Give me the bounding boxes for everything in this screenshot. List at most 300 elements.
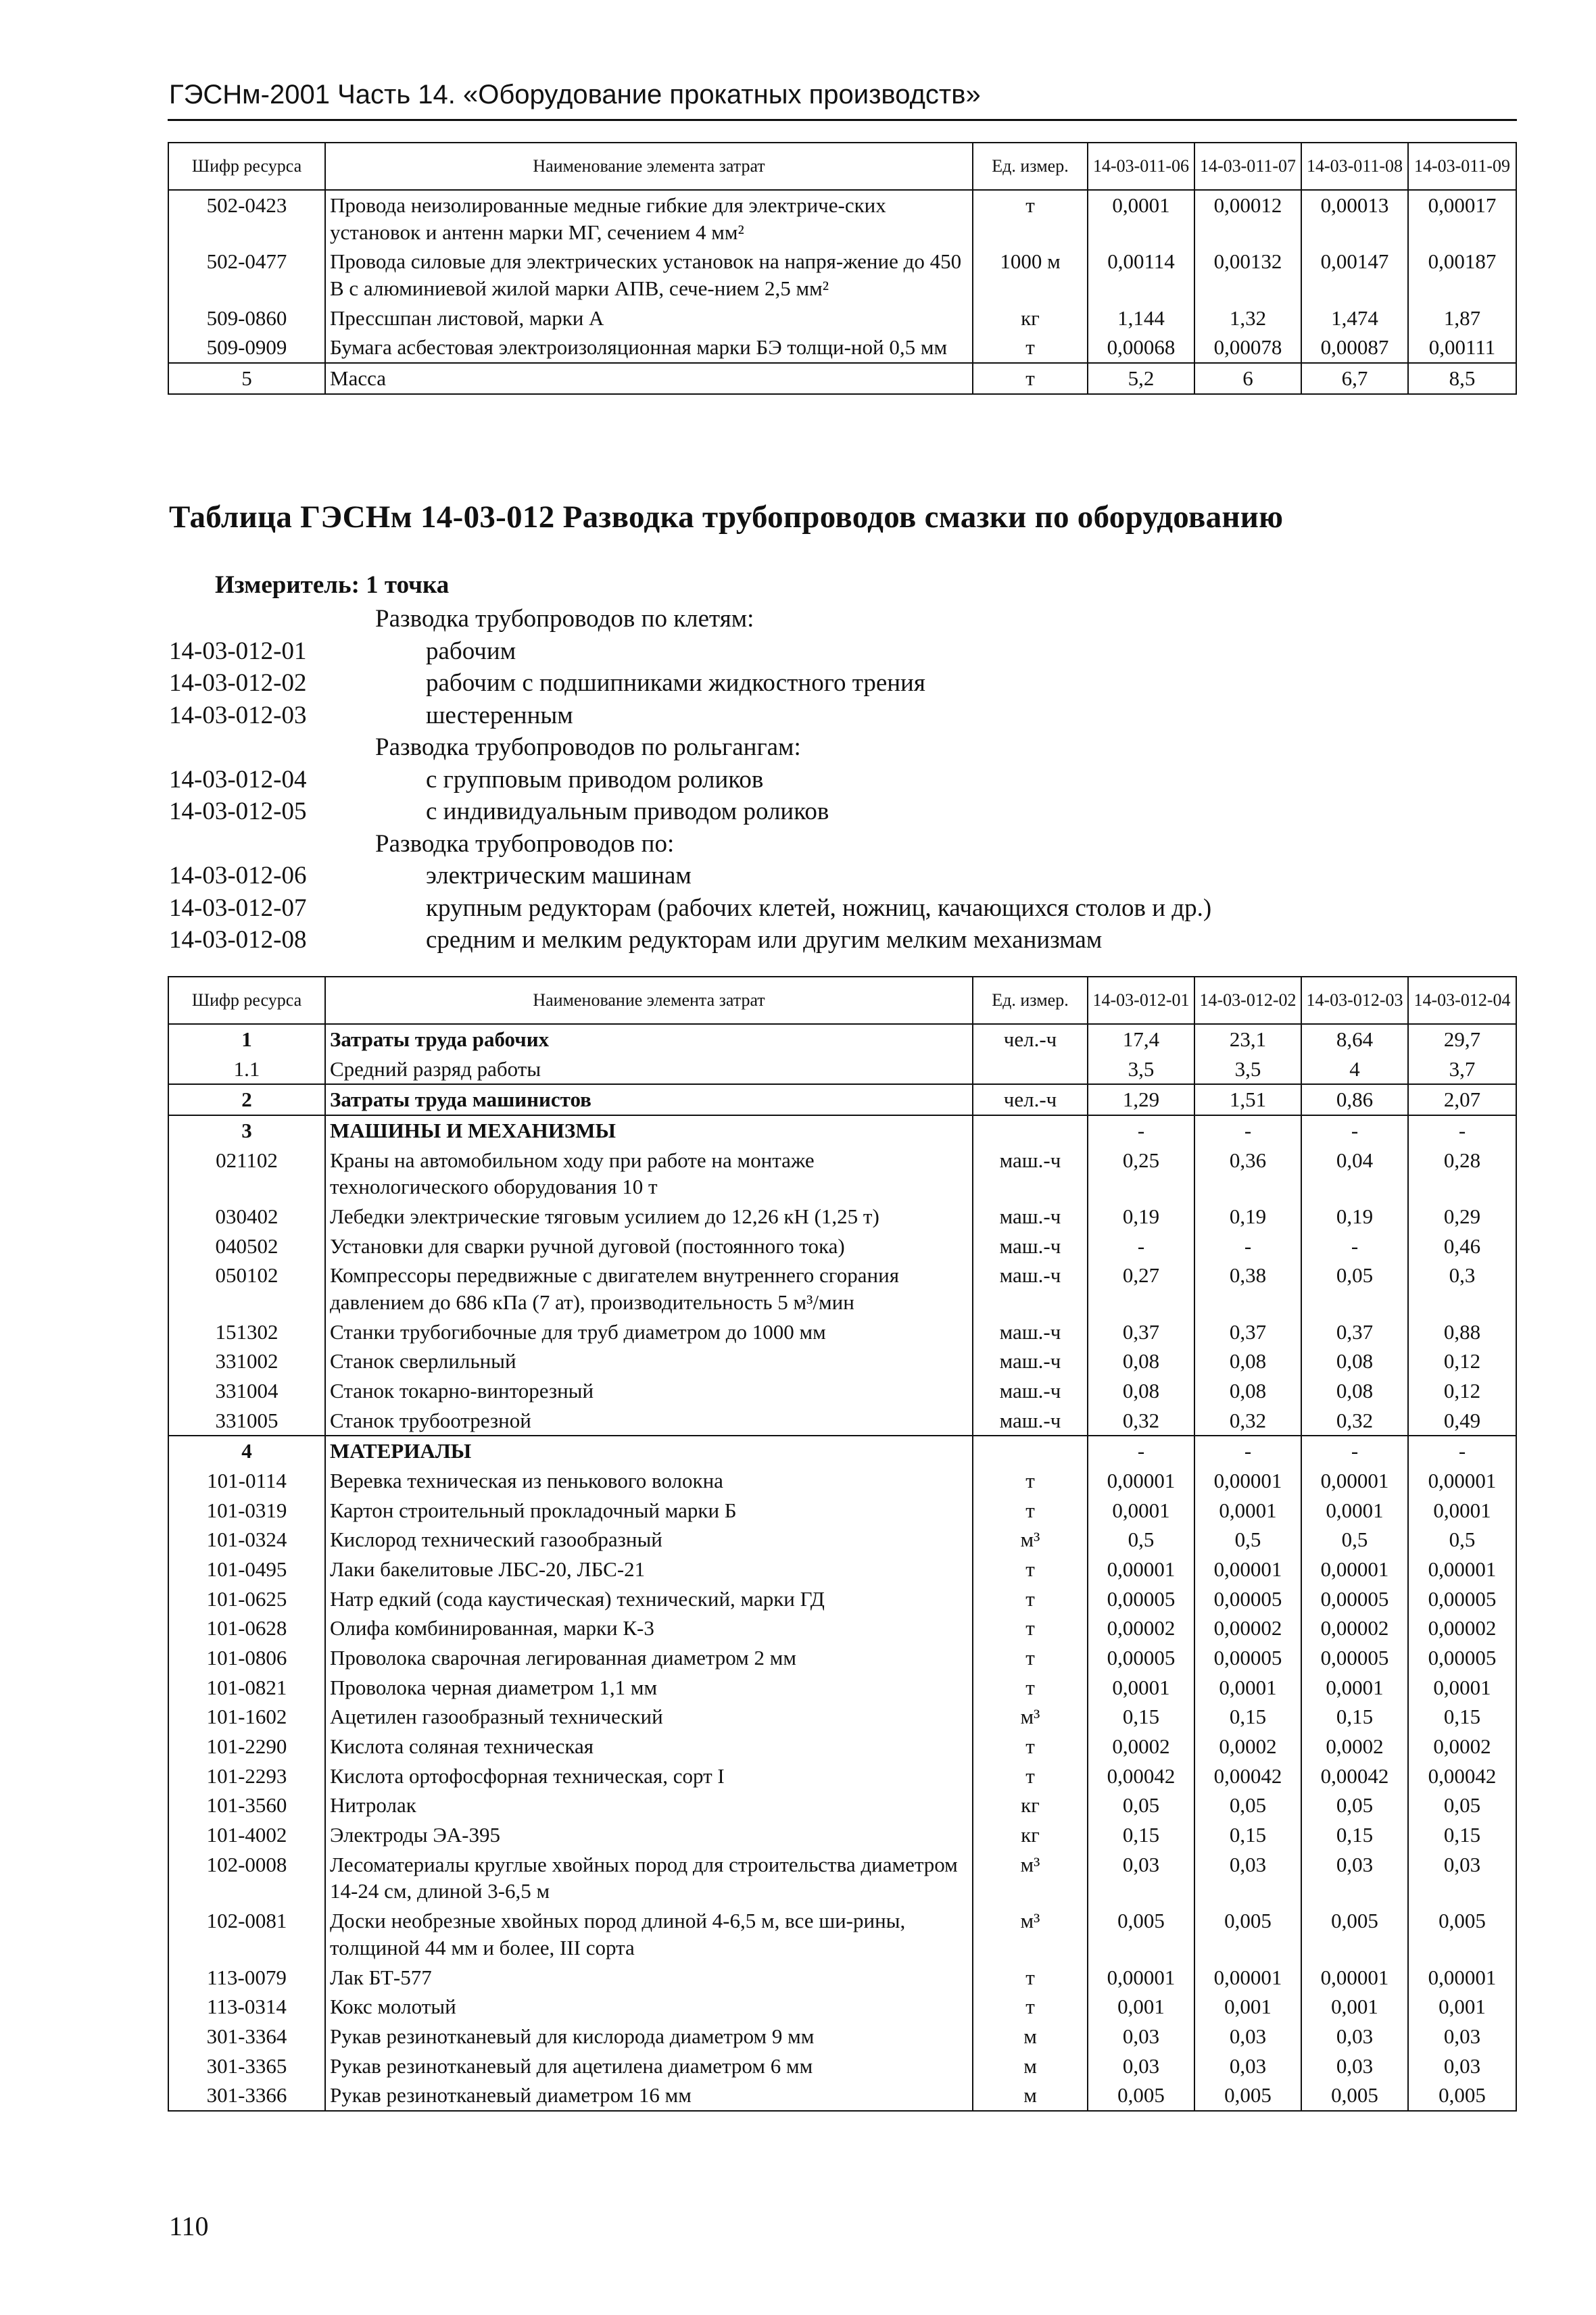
norm-value: 0,00042 <box>1301 1761 1408 1791</box>
norm-value: 2,07 <box>1408 1084 1516 1115</box>
norm-value: 6,7 <box>1301 363 1408 394</box>
resource-name: Станки трубогибочные для труб диаметром до 1000 мм <box>325 1317 973 1347</box>
norm-value: 0,03 <box>1408 1850 1516 1906</box>
resource-unit: т <box>973 190 1088 247</box>
norm-value: 0,00005 <box>1194 1643 1301 1673</box>
norm-value: 0,0002 <box>1301 1732 1408 1761</box>
col-header-norm: 14-03-012-02 <box>1194 977 1301 1024</box>
norm-value: 0,005 <box>1194 2080 1301 2111</box>
norm-value: 0,37 <box>1301 1317 1408 1347</box>
norm-value: 0,00042 <box>1088 1761 1194 1791</box>
resource-unit: кг <box>973 1820 1088 1850</box>
norm-description: электрическим машинам <box>426 862 692 890</box>
norm-value: 0,00005 <box>1088 1584 1194 1614</box>
description-line <box>169 604 1514 637</box>
resource-name: Затраты труда машинистов <box>325 1084 973 1115</box>
resource-unit: т <box>973 1555 1088 1584</box>
resource-code: 113-0314 <box>168 1992 325 2022</box>
resource-unit: маш.-ч <box>973 1146 1088 1202</box>
norm-value: 0,05 <box>1301 1790 1408 1820</box>
col-header-norm: 14-03-011-08 <box>1301 143 1408 190</box>
norm-value: 1,51 <box>1194 1084 1301 1115</box>
resource-unit: т <box>973 1732 1088 1761</box>
table-row <box>168 1084 1516 1115</box>
resource-unit: т <box>973 1992 1088 2022</box>
norm-value: 1,29 <box>1088 1084 1194 1115</box>
norm-value: 0,28 <box>1408 1146 1516 1202</box>
resource-name: Ацетилен газообразный технический <box>325 1702 973 1732</box>
table-row <box>168 1317 1516 1347</box>
norm-value: 5,2 <box>1088 363 1194 394</box>
norm-code: 14-03-012-01 <box>169 637 307 665</box>
description-line <box>169 701 1514 733</box>
resource-unit: т <box>973 1761 1088 1791</box>
norm-value: 0,15 <box>1408 1702 1516 1732</box>
norm-value: 6 <box>1194 363 1301 394</box>
norm-value: 0,12 <box>1408 1376 1516 1406</box>
resource-unit: т <box>973 363 1088 394</box>
table-row <box>168 1146 1516 1202</box>
resource-unit: маш.-ч <box>973 1232 1088 1261</box>
table-header-row <box>168 977 1516 1024</box>
norm-value: 23,1 <box>1194 1024 1301 1054</box>
col-header-unit: Ед. измер. <box>973 977 1088 1024</box>
resource-name: Проволока сварочная легированная диаметром 2 мм <box>325 1643 973 1673</box>
table-row <box>168 247 1516 303</box>
norm-value: 1,87 <box>1408 303 1516 333</box>
col-header-code: Шифр ресурса <box>168 143 325 190</box>
norm-description: рабочим <box>426 637 516 665</box>
norm-value: 0,0001 <box>1301 1496 1408 1526</box>
resource-name: Картон строительный прокладочный марки Б <box>325 1496 973 1526</box>
table-row <box>168 1992 1516 2022</box>
norm-value: 0,00001 <box>1088 1555 1194 1584</box>
norm-code: 14-03-012-07 <box>169 894 307 922</box>
resource-name: Нитролак <box>325 1790 973 1820</box>
norm-value: 0,0002 <box>1408 1732 1516 1761</box>
norm-value: - <box>1088 1115 1194 1146</box>
table-row <box>168 2051 1516 2081</box>
norm-value: 0,00087 <box>1301 333 1408 363</box>
resource-name: Затраты труда рабочих <box>325 1024 973 1054</box>
resource-unit: 1000 м <box>973 247 1088 303</box>
norm-value: 0,00068 <box>1088 333 1194 363</box>
norm-value: 0,005 <box>1301 1906 1408 1962</box>
resource-unit: м <box>973 2080 1088 2111</box>
norm-value: 0,03 <box>1088 2022 1194 2051</box>
resource-code: 301-3364 <box>168 2022 325 2051</box>
resource-name: Кислота ортофосфорная техническая, сорт I <box>325 1761 973 1791</box>
norm-value: 29,7 <box>1408 1024 1516 1054</box>
norm-value: 0,001 <box>1301 1992 1408 2022</box>
table-row <box>168 1406 1516 1436</box>
resource-unit: чел.-ч <box>973 1084 1088 1115</box>
norm-value: 0,00005 <box>1408 1643 1516 1673</box>
resource-code: 101-3560 <box>168 1790 325 1820</box>
resource-code: 4 <box>168 1436 325 1466</box>
norm-value: 3,5 <box>1194 1054 1301 1085</box>
resource-code: 1.1 <box>168 1054 325 1085</box>
norm-value: 0,08 <box>1194 1346 1301 1376</box>
resource-code: 101-2290 <box>168 1732 325 1761</box>
page-number: 110 <box>169 2211 209 2241</box>
norm-code: 14-03-012-03 <box>169 701 307 729</box>
norm-value: 0,03 <box>1088 1850 1194 1906</box>
norm-value: - <box>1194 1115 1301 1146</box>
norm-value: 0,005 <box>1088 1906 1194 1962</box>
norm-description: шестеренным <box>426 701 573 729</box>
norm-value: 1,144 <box>1088 303 1194 333</box>
norm-value: 0,08 <box>1194 1376 1301 1406</box>
norm-value: 0,0002 <box>1194 1732 1301 1761</box>
norm-value: 0,0001 <box>1194 1496 1301 1526</box>
resource-code: 151302 <box>168 1317 325 1347</box>
resource-name: Доски необрезные хвойных пород длиной 4-6,5 м, все ши-рины, толщиной 44 мм и более, III сорта <box>325 1906 973 1962</box>
norm-value: 0,0001 <box>1088 1673 1194 1703</box>
norm-value: 0,05 <box>1088 1790 1194 1820</box>
table-row <box>168 1702 1516 1732</box>
resource-unit: маш.-ч <box>973 1317 1088 1347</box>
table-row <box>168 1761 1516 1791</box>
norm-value: 0,0001 <box>1088 190 1194 247</box>
resource-code: 101-0319 <box>168 1496 325 1526</box>
resource-name: Масса <box>325 363 973 394</box>
norm-value: 0,38 <box>1194 1261 1301 1317</box>
resource-name: Лак БТ-577 <box>325 1963 973 1993</box>
resource-name: МАШИНЫ И МЕХАНИЗМЫ <box>325 1115 973 1146</box>
table-row <box>168 1376 1516 1406</box>
norm-value: - <box>1301 1232 1408 1261</box>
norm-value: 0,00187 <box>1408 247 1516 303</box>
table-row <box>168 1024 1516 1054</box>
norm-value: 1,32 <box>1194 303 1301 333</box>
resource-code: 101-0821 <box>168 1673 325 1703</box>
table-row <box>168 1613 1516 1643</box>
resource-unit: маш.-ч <box>973 1346 1088 1376</box>
norm-value: 0,00001 <box>1194 1963 1301 1993</box>
resource-unit: т <box>973 1963 1088 1993</box>
resource-name: Станок сверлильный <box>325 1346 973 1376</box>
resource-code: 502-0477 <box>168 247 325 303</box>
norm-value: 0,03 <box>1088 2051 1194 2081</box>
resource-code: 030402 <box>168 1202 325 1232</box>
resource-code: 113-0079 <box>168 1963 325 1993</box>
col-header-code: Шифр ресурса <box>168 977 325 1024</box>
norm-value: 0,03 <box>1301 2051 1408 2081</box>
norm-value: 0,03 <box>1408 2051 1516 2081</box>
table-row <box>168 1790 1516 1820</box>
norm-value: 0,005 <box>1301 2080 1408 2111</box>
col-header-norm: 14-03-012-03 <box>1301 977 1408 1024</box>
norm-value: 0,49 <box>1408 1406 1516 1436</box>
norm-value: 3,5 <box>1088 1054 1194 1085</box>
norm-value: 0,00017 <box>1408 190 1516 247</box>
resource-code: 509-0860 <box>168 303 325 333</box>
norm-value: 0,05 <box>1194 1790 1301 1820</box>
norm-value: 0,005 <box>1088 2080 1194 2111</box>
resource-code: 021102 <box>168 1146 325 1202</box>
norm-value: 0,15 <box>1194 1820 1301 1850</box>
norm-value: 0,00013 <box>1301 190 1408 247</box>
norm-value: 0,005 <box>1408 2080 1516 2111</box>
table-row <box>168 2022 1516 2051</box>
norm-value: 0,04 <box>1301 1146 1408 1202</box>
resource-code: 1 <box>168 1024 325 1054</box>
table-row <box>168 1054 1516 1085</box>
norm-value: 0,00078 <box>1194 333 1301 363</box>
norm-value: 0,5 <box>1408 1525 1516 1555</box>
resource-name: Натр едкий (сода каустическая) технический, марки ГД <box>325 1584 973 1614</box>
table-row <box>168 190 1516 247</box>
norm-value: 0,0002 <box>1088 1732 1194 1761</box>
norm-value: 0,08 <box>1088 1346 1194 1376</box>
description-line <box>169 797 1514 829</box>
resource-code: 101-0114 <box>168 1466 325 1496</box>
norm-value: 0,001 <box>1194 1992 1301 2022</box>
resource-unit <box>973 1436 1088 1466</box>
resource-code: 331005 <box>168 1406 325 1436</box>
norm-value: 0,00111 <box>1408 333 1516 363</box>
description-line <box>169 861 1514 894</box>
norm-value: 0,03 <box>1194 1850 1301 1906</box>
table-row <box>168 1261 1516 1317</box>
resource-unit: м <box>973 2051 1088 2081</box>
resource-code: 040502 <box>168 1232 325 1261</box>
resource-unit: т <box>973 1673 1088 1703</box>
resource-code: 101-0806 <box>168 1643 325 1673</box>
norm-value: - <box>1301 1115 1408 1146</box>
table-row <box>168 1202 1516 1232</box>
resource-name: Кислород технический газообразный <box>325 1525 973 1555</box>
table-row <box>168 1346 1516 1376</box>
resource-name: Прессшпан листовой, марки А <box>325 303 973 333</box>
norm-value: - <box>1408 1115 1516 1146</box>
norm-value: 0,86 <box>1301 1084 1408 1115</box>
norm-value: 1,474 <box>1301 303 1408 333</box>
norm-value: 0,00001 <box>1194 1555 1301 1584</box>
norm-value: - <box>1088 1436 1194 1466</box>
norm-value: 0,0001 <box>1194 1673 1301 1703</box>
table-row <box>168 1496 1516 1526</box>
norm-value: 0,37 <box>1088 1317 1194 1347</box>
description-line <box>169 733 1514 765</box>
resource-name: Установки для сварки ручной дуговой (постоянного тока) <box>325 1232 973 1261</box>
norm-value: 0,05 <box>1408 1790 1516 1820</box>
resource-code: 101-0625 <box>168 1584 325 1614</box>
table-row <box>168 1525 1516 1555</box>
norm-description: с групповым приводом роликов <box>426 765 764 794</box>
resource-name: Рукав резинотканевый для ацетилена диаметром 6 мм <box>325 2051 973 2081</box>
norm-code: 14-03-012-04 <box>169 765 307 794</box>
norm-value: 0,19 <box>1194 1202 1301 1232</box>
resource-code: 502-0423 <box>168 190 325 247</box>
table-row <box>168 1820 1516 1850</box>
norm-value: 0,00002 <box>1194 1613 1301 1643</box>
resource-code: 101-0324 <box>168 1525 325 1555</box>
table-row <box>168 1673 1516 1703</box>
resource-unit: м³ <box>973 1850 1088 1906</box>
norm-value: 8,5 <box>1408 363 1516 394</box>
norm-value: 0,5 <box>1301 1525 1408 1555</box>
norm-value: 0,00002 <box>1088 1613 1194 1643</box>
description-line <box>169 894 1514 926</box>
norm-value: 0,00001 <box>1088 1963 1194 1993</box>
col-header-unit: Ед. измер. <box>973 143 1088 190</box>
norm-value: 0,88 <box>1408 1317 1516 1347</box>
norm-value: 0,00012 <box>1194 190 1301 247</box>
norm-description: средним и мелким редукторам или другим мелким механизмам <box>426 926 1103 954</box>
resource-unit: т <box>973 333 1088 363</box>
resource-unit: кг <box>973 1790 1088 1820</box>
table-title: Таблица ГЭСНм 14-03-012 Разводка трубопроводов смазки по оборудованию <box>169 499 1284 535</box>
norm-value: 0,00001 <box>1301 1466 1408 1496</box>
resource-name: Электроды ЭА-395 <box>325 1820 973 1850</box>
resource-name: Лебедки электрические тяговым усилием до 12,26 кН (1,25 т) <box>325 1202 973 1232</box>
norm-value: 0,00002 <box>1408 1613 1516 1643</box>
resource-unit: м <box>973 2022 1088 2051</box>
norm-value: 0,05 <box>1301 1261 1408 1317</box>
norm-value: 0,25 <box>1088 1146 1194 1202</box>
meter <box>215 570 449 600</box>
resource-code: 101-1602 <box>168 1702 325 1732</box>
table-row <box>168 363 1516 394</box>
norm-value: - <box>1408 1436 1516 1466</box>
header-rule <box>168 119 1517 121</box>
norm-value: 0,00001 <box>1301 1555 1408 1584</box>
norm-value: 3,7 <box>1408 1054 1516 1085</box>
resource-name: Веревка техническая из пенькового волокна <box>325 1466 973 1496</box>
table-row <box>168 1850 1516 1906</box>
resource-unit: т <box>973 1584 1088 1614</box>
norm-value: 0,5 <box>1194 1525 1301 1555</box>
running-header: ГЭСНм-2001 Часть 14. «Оборудование прокатных производств» <box>169 80 981 109</box>
resource-unit <box>973 1115 1088 1146</box>
norm-value: 0,00005 <box>1301 1643 1408 1673</box>
resource-unit: маш.-ч <box>973 1261 1088 1317</box>
norm-value: 0,15 <box>1088 1820 1194 1850</box>
meter-value: 1 точка <box>366 571 450 599</box>
resource-table-2 <box>168 976 1517 2112</box>
norm-value: 0,00005 <box>1408 1584 1516 1614</box>
norm-value: 0,32 <box>1194 1406 1301 1436</box>
norm-value: 17,4 <box>1088 1024 1194 1054</box>
table-row <box>168 1643 1516 1673</box>
table-row <box>168 1732 1516 1761</box>
norm-value: 0,12 <box>1408 1346 1516 1376</box>
resource-name: Проволока черная диаметром 1,1 мм <box>325 1673 973 1703</box>
description-line <box>169 925 1514 958</box>
description-line <box>169 765 1514 798</box>
group-heading: Разводка трубопроводов по клетям: <box>375 605 754 633</box>
table-row <box>168 1555 1516 1584</box>
norm-value: 0,32 <box>1301 1406 1408 1436</box>
table-row <box>168 333 1516 363</box>
norm-description: крупным редукторам (рабочих клетей, ножниц, качающихся столов и др.) <box>426 894 1212 922</box>
resource-name: Средний разряд работы <box>325 1054 973 1085</box>
norm-value: 0,46 <box>1408 1232 1516 1261</box>
resource-code: 5 <box>168 363 325 394</box>
resource-code: 2 <box>168 1084 325 1115</box>
norm-value: - <box>1301 1436 1408 1466</box>
description-line <box>169 637 1514 669</box>
col-header-norm: 14-03-012-04 <box>1408 977 1516 1024</box>
resource-name: Олифа комбинированная, марки К-3 <box>325 1613 973 1643</box>
resource-name: Бумага асбестовая электроизоляционная марки БЭ толщи-ной 0,5 мм <box>325 333 973 363</box>
norm-value: 0,00147 <box>1301 247 1408 303</box>
norm-value: 0,00005 <box>1088 1643 1194 1673</box>
resource-unit: т <box>973 1466 1088 1496</box>
norm-value: 0,00001 <box>1408 1555 1516 1584</box>
resource-code: 331002 <box>168 1346 325 1376</box>
resource-name: Лесоматериалы круглые хвойных пород для строительства диаметром 14-24 см, длиной 3-6,5 м <box>325 1850 973 1906</box>
resource-code: 101-2293 <box>168 1761 325 1791</box>
resource-code: 301-3365 <box>168 2051 325 2081</box>
resource-unit: т <box>973 1613 1088 1643</box>
norm-value: 0,15 <box>1194 1702 1301 1732</box>
norm-code: 14-03-012-08 <box>169 926 307 954</box>
norm-value: 0,00001 <box>1408 1466 1516 1496</box>
resource-code: 101-4002 <box>168 1820 325 1850</box>
norm-value: 0,00001 <box>1088 1466 1194 1496</box>
norm-value: 0,32 <box>1088 1406 1194 1436</box>
norm-value: 0,00001 <box>1194 1466 1301 1496</box>
norm-value: 0,08 <box>1088 1376 1194 1406</box>
resource-unit: т <box>973 1643 1088 1673</box>
group-heading: Разводка трубопроводов по: <box>375 829 675 858</box>
norm-value: 0,27 <box>1088 1261 1194 1317</box>
resource-unit: т <box>973 1496 1088 1526</box>
norm-value: 0,19 <box>1088 1202 1194 1232</box>
resource-name: Станок токарно-винторезный <box>325 1376 973 1406</box>
norm-code: 14-03-012-02 <box>169 669 307 697</box>
resource-code: 050102 <box>168 1261 325 1317</box>
table-row <box>168 2080 1516 2111</box>
resource-code: 102-0081 <box>168 1906 325 1962</box>
resource-name: Провода силовые для электрических установок на напря-жение до 450 В с алюминиевой жилой марки АПВ, сече-нием 2,5 мм² <box>325 247 973 303</box>
norm-code: 14-03-012-05 <box>169 798 307 825</box>
resource-unit: чел.-ч <box>973 1024 1088 1054</box>
norm-value: 0,15 <box>1301 1820 1408 1850</box>
norm-value: 0,00042 <box>1408 1761 1516 1791</box>
resource-table-1 <box>168 142 1517 395</box>
col-header-norm: 14-03-011-09 <box>1408 143 1516 190</box>
norm-value: 0,005 <box>1408 1906 1516 1962</box>
table-row <box>168 1436 1516 1466</box>
norm-value: 0,37 <box>1194 1317 1301 1347</box>
resource-name: Рукав резинотканевый диаметром 16 мм <box>325 2080 973 2111</box>
norm-value: 8,64 <box>1301 1024 1408 1054</box>
table-row <box>168 1906 1516 1962</box>
norm-value: 0,03 <box>1301 1850 1408 1906</box>
norm-value: 0,36 <box>1194 1146 1301 1202</box>
norm-value: 0,03 <box>1194 2051 1301 2081</box>
resource-name: Кокс молотый <box>325 1992 973 2022</box>
table-row <box>168 1232 1516 1261</box>
work-description-list <box>169 604 1514 958</box>
norm-value: 0,08 <box>1301 1376 1408 1406</box>
resource-code: 102-0008 <box>168 1850 325 1906</box>
norm-value: 0,0001 <box>1301 1673 1408 1703</box>
resource-unit: маш.-ч <box>973 1202 1088 1232</box>
norm-value: 0,001 <box>1408 1992 1516 2022</box>
table-row <box>168 1115 1516 1146</box>
norm-value: 0,15 <box>1088 1702 1194 1732</box>
norm-value: 0,00005 <box>1194 1584 1301 1614</box>
resource-unit: маш.-ч <box>973 1376 1088 1406</box>
norm-value: 0,00042 <box>1194 1761 1301 1791</box>
description-line <box>169 829 1514 862</box>
norm-value: - <box>1194 1436 1301 1466</box>
